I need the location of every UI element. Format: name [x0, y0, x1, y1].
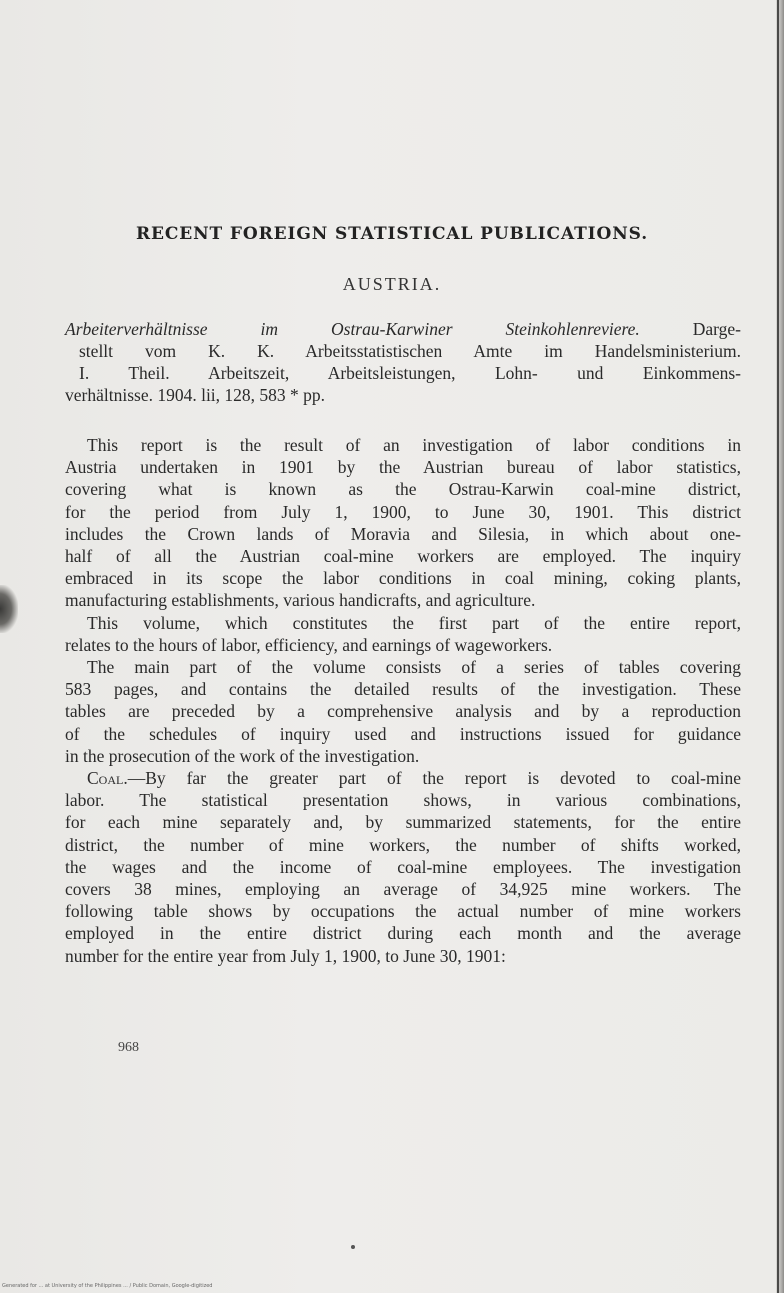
paragraph-intro: [65, 434, 741, 612]
publication-citation: [65, 318, 741, 406]
text-line: This volume, which constitutes the first part of the entire report,: [87, 612, 741, 633]
citation-line: I. Theil. Arbeitszeit, Arbeitsleistungen, Lohn- und Einkommens-: [79, 363, 741, 383]
text-line: Coal.—By far the greater part of the report is devoted to coal-mine: [87, 768, 741, 789]
section-heading: RECENT FOREIGN STATISTICAL PUBLICATIONS.: [135, 224, 649, 244]
text-line: following table shows by occupations the actual number of mine workers: [65, 901, 741, 922]
text-line: half of all the Austrian coal-mine workers are employed. The inquiry: [65, 546, 741, 567]
paragraph-volume: [65, 612, 741, 656]
text-line: embraced in its scope the labor conditions in coal mining, coking plants,: [65, 568, 741, 589]
citation-line: verhältnisse. 1904. lii, 128, 583 * pp.: [65, 385, 326, 405]
text-line: district, the number of mine workers, the number of shifts worked,: [65, 834, 741, 855]
scan-speck: [351, 1245, 355, 1249]
body-text: [65, 434, 741, 967]
text-line: relates to the hours of labor, efficiency, and earnings of wageworkers.: [65, 634, 553, 655]
text-line: The main part of the volume consists of a series of tables covering: [87, 657, 741, 678]
text-line: number for the entire year from July 1, 1900, to June 30, 1901:: [65, 945, 506, 966]
text-line: for the period from July 1, 1900, to June 30, 1901. This district: [65, 501, 741, 522]
citation-title: Arbeiterverhältnisse im Ostrau-Karwiner Steinkohlenreviere.: [65, 319, 640, 339]
paragraph-coal: [65, 767, 741, 967]
text-line: includes the Crown lands of Moravia and Silesia, in which about one-: [65, 523, 741, 544]
text-line: covers 38 mines, employing an average of 34,925 mine workers. The: [65, 879, 741, 900]
citation-line: stellt vom K. K. Arbeitsstatistischen Amte im Handelsministerium.: [79, 341, 741, 361]
gutter-line: [777, 0, 779, 1293]
text-line: This report is the result of an investigation of labor conditions in: [87, 435, 741, 455]
run-in-heading: Coal.: [87, 768, 128, 789]
citation-line: Arbeiterverhältnisse im Ostrau-Karwiner Steinkohlenreviere. Darge-: [65, 319, 741, 339]
text-line: 583 pages, and contains the detailed results of the investigation. These: [65, 679, 741, 700]
digitization-stamp: Generated for ... at University of the Philippines ... / Public Domain, Google-digitized: [2, 1283, 213, 1289]
country-heading: AUSTRIA.: [342, 274, 442, 294]
text-line: for each mine separately and, by summarized statements, for the entire: [65, 812, 741, 833]
text-line: manufacturing establishments, various handicrafts, and agriculture.: [65, 590, 536, 611]
text-line: covering what is known as the Ostrau-Karwin coal-mine district,: [65, 479, 741, 500]
text-line: employed in the entire district during each month and the average: [65, 923, 741, 944]
text-line: of the schedules of inquiry used and instructions issued for guidance: [65, 723, 741, 744]
text-line: in the prosecution of the work of the investigation.: [65, 745, 420, 766]
scan-thumb-mark: [0, 585, 18, 633]
page-number: 968: [118, 1040, 139, 1055]
paragraph-tables: [65, 656, 741, 767]
text-line: the wages and the income of coal-mine employees. The investigation: [65, 856, 741, 877]
text-line: tables are preceded by a comprehensive analysis and by a reproduction: [65, 701, 741, 722]
text-line: Austria undertaken in 1901 by the Austrian bureau of labor statistics,: [65, 457, 741, 478]
text-line: labor. The statistical presentation shows, in various combinations,: [65, 790, 741, 811]
